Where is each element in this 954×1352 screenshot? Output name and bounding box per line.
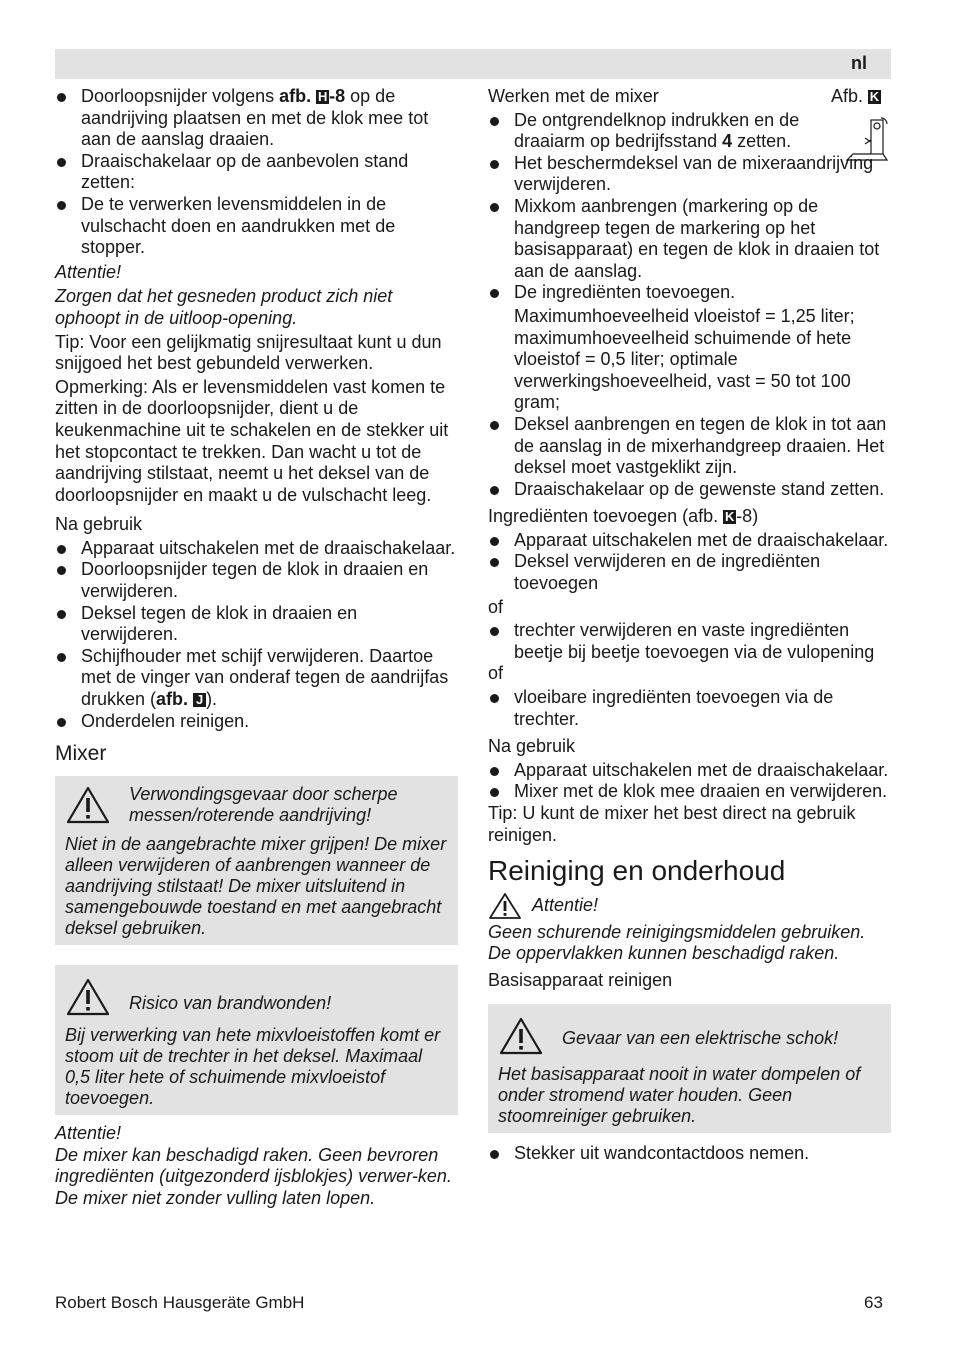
- figure-k-icon: K: [869, 89, 880, 104]
- warning-text: Het basisapparaat nooit in water dompelen of onder stromend water houden. Geen stoomreiniger gebruiken.: [498, 1063, 861, 1126]
- max-quantities-text: Maximumhoeveelheid vloeistof = 1,25 liter; maximumhoeveelheid schuimende of hete vloeistof = 0,5 liter; optimale verwerkingshoeveelheid, vast = 50 tot 100 gram;: [514, 305, 855, 413]
- bullet-icon: [490, 289, 499, 298]
- bullet-icon: [57, 93, 66, 102]
- bullet-icon: [57, 545, 66, 554]
- or-text: of: [488, 596, 504, 617]
- list-item: [55, 711, 458, 733]
- list-item: [55, 646, 458, 711]
- item-text: De ingrediënten toevoegen.: [514, 282, 736, 303]
- after-use-list: [488, 760, 891, 803]
- figure-ref: afb.: [279, 86, 317, 106]
- tip-paragraph: [488, 803, 891, 846]
- section-heading-mixer: Mixer: [55, 742, 107, 766]
- section-heading-cleaning: Reiniging en onderhoud: [488, 855, 786, 887]
- bullet-icon: [57, 566, 66, 575]
- list-item: [488, 760, 891, 782]
- item-text: Doorloopsnijder volgens: [81, 86, 280, 106]
- list-item: [488, 530, 891, 552]
- attention-text: Geen schurende reinigingsmiddelen gebruiken. De oppervlakken kunnen beschadigd raken.: [488, 922, 866, 964]
- attention-title: Attentie!: [55, 1123, 122, 1144]
- bullet-icon: [490, 694, 499, 703]
- item-text: Draaischakelaar op de gewenste stand zetten.: [514, 478, 885, 499]
- ingredients-list-alt: [488, 687, 891, 730]
- item-text: Deksel verwijderen en de ingrediënten toevoegen: [514, 551, 821, 594]
- bullet-icon: [57, 718, 66, 727]
- list-item: [55, 151, 458, 194]
- section-heading-after-use: Na gebruik: [55, 514, 143, 535]
- warning-box-burn: [55, 965, 458, 1115]
- list-item: [488, 479, 891, 501]
- figure-k-icon: K: [724, 509, 735, 525]
- warning-title: Gevaar van een elektrische schok!: [562, 1028, 839, 1049]
- list-item: [488, 110, 891, 153]
- list-item: [488, 196, 891, 282]
- list-item: [55, 538, 458, 560]
- list-item: [55, 194, 458, 259]
- item-text: Mixkom aanbrengen (markering op de handgreep tegen de markering op het basisapparaat) en tegen de klok in draaien tot aan de aanslag.: [514, 195, 880, 281]
- item-text-rest: op de aandrijving plaatsen en met de klok mee tot aan de aanslag draaien.: [81, 86, 429, 150]
- attention-title: Attentie!: [55, 261, 122, 282]
- warning-triangle-icon: [65, 977, 111, 1017]
- warning-header: [65, 784, 448, 826]
- note-label: Opmerking:: [55, 376, 149, 397]
- tip-label: Tip:: [55, 331, 85, 352]
- attention-text: Zorgen dat het gesneden product zich niet ophoopt in de uitloop-opening.: [55, 286, 393, 328]
- bullet-icon: [490, 627, 499, 636]
- warning-title: Verwondingsgevaar door scherpe messen/roterende aandrijving!: [129, 784, 398, 826]
- item-text: Stekker uit wandcontactdoos nemen.: [514, 1142, 810, 1163]
- list-item: [55, 603, 458, 646]
- section-heading-base-cleaning: Basisapparaat reinigen: [488, 970, 673, 991]
- bullet-icon: [490, 1150, 499, 1159]
- bullet-icon: [490, 117, 499, 126]
- warning-header: [498, 1016, 881, 1056]
- section-heading-add-ingredients: [488, 506, 891, 528]
- or-text: of: [488, 663, 504, 684]
- bullet-icon: [57, 158, 66, 167]
- item-text: Apparaat uitschakelen met de draaischakelaar.: [81, 537, 456, 558]
- note-text: Als er levensmiddelen vast komen te zitten in de doorloopsnijder, dient u de keukenmachine uit te schakelen en de stekker uit het stopcontact te trekken. Dan wacht u tot de aandrijving stilstaat, neemt u het deksel van de doorloopsnijder en maakt u de vulschacht leeg.: [55, 376, 449, 505]
- warning-box-electric: [488, 1004, 891, 1133]
- tip-label: Tip:: [488, 803, 518, 823]
- ingredients-list-alt: [488, 620, 891, 663]
- item-text: Deksel tegen de klok in draaien en verwijderen.: [81, 602, 358, 645]
- language-bar: [55, 49, 891, 79]
- list-item: [488, 282, 891, 414]
- list-item: [488, 1143, 891, 1165]
- bullet-icon: [490, 421, 499, 430]
- warning-header: [65, 977, 448, 1017]
- list-item: [488, 781, 891, 803]
- ingredients-list: [488, 530, 891, 595]
- figure-ref: afb.: [156, 689, 194, 710]
- operating-position: 4: [722, 131, 733, 152]
- bullet-icon: [490, 486, 499, 495]
- item-text: Onderdelen reinigen.: [81, 710, 250, 731]
- list-item: [488, 153, 891, 196]
- attention-title: Attentie!: [532, 895, 599, 916]
- bullet-icon: [490, 558, 499, 567]
- bullet-icon: [57, 201, 66, 210]
- heading-text-end: -8): [736, 506, 759, 527]
- instruction-list: [55, 86, 458, 259]
- tip-paragraph: [55, 332, 458, 375]
- item-text-end: ).: [206, 689, 218, 710]
- warning-triangle-icon: [65, 785, 111, 825]
- heading-text: Ingrediënten toevoegen (afb.: [488, 506, 724, 527]
- note-paragraph: [55, 377, 458, 507]
- bullet-icon: [490, 537, 499, 546]
- item-text: Apparaat uitschakelen met de draaischakelaar.: [514, 529, 889, 550]
- figure-ref-label: Afb.: [830, 86, 868, 106]
- item-text: trechter verwijderen en vaste ingrediënten beetje bij beetje toevoegen via de vulopening: [514, 620, 875, 662]
- item-text: Mixer met de klok mee draaien en verwijderen.: [514, 781, 888, 802]
- bullet-icon: [57, 610, 66, 619]
- warning-triangle-icon: [498, 1016, 544, 1056]
- bullet-icon: [490, 160, 499, 169]
- warning-title: Risico van brandwonden!: [129, 992, 332, 1013]
- warning-triangle-icon: [488, 892, 522, 920]
- section-heading-row: [488, 86, 891, 108]
- item-text: vloeibare ingrediënten toevoegen via de trechter.: [514, 687, 834, 729]
- language-label: nl: [851, 53, 867, 73]
- tip-text: Voor een gelijkmatig snijresultaat kunt u dun snijgoed het best gebundeld verwerken.: [55, 331, 442, 374]
- right-column: [488, 86, 891, 1164]
- warning-text: Bij verwerking van hete mixvloeistoffen komt er stoom uit de trechter in het deksel. Maximaal 0,5 liter hete of schuimende mixvloeistof toevoegen.: [65, 1025, 441, 1109]
- item-text: De ontgrendelknop indrukken en de draaiarm op bedrijfsstand: [514, 109, 800, 152]
- item-text: Schijfhouder met schijf verwijderen. Daartoe met de vinger van onderaf tegen de aandrijfas drukken (: [81, 645, 449, 710]
- section-heading-after-use: Na gebruik: [488, 736, 576, 757]
- figure-h-icon: H: [317, 89, 328, 104]
- list-item: [488, 414, 891, 479]
- list-item: [488, 687, 891, 730]
- list-item: [488, 551, 891, 594]
- footer-company: Robert Bosch Hausgeräte GmbH: [55, 1293, 305, 1312]
- list-item: [55, 86, 458, 151]
- mixer-steps-list: [488, 110, 891, 501]
- item-text: Deksel aanbrengen en tegen de klok in tot aan de aanslag in de mixerhandgreep draaien. Het deksel moet vastgeklikt zijn.: [514, 413, 887, 478]
- footer-page-number: 63: [864, 1293, 883, 1312]
- item-text: De te verwerken levensmiddelen in de vulschacht doen en aandrukken met de stopper.: [81, 193, 396, 258]
- item-text: Het beschermdeksel van de mixeraandrijving verwijderen.: [514, 152, 874, 195]
- figure-ref-suffix: -8: [329, 86, 346, 106]
- warning-text: Niet in de aangebrachte mixer grijpen! De mixer alleen verwijderen of aanbrengen wanneer de aandrijving stilstaat! De mixer uitsluitend in samengebouwde toestand en met aangebracht deksel gebruiken.: [65, 834, 447, 939]
- figure-j-icon: J: [193, 693, 206, 707]
- attention-text: De mixer kan beschadigd raken. Geen bevroren ingrediënten (uitgezonderd ijsblokjes) verwer-ken. De mixer niet zonder vulling laten lopen.: [55, 1144, 452, 1208]
- warning-box-injury: [55, 776, 458, 945]
- item-text: Doorloopsnijder tegen de klok in draaien en verwijderen.: [81, 559, 429, 602]
- section-heading-working-mixer: Werken met de mixer: [488, 86, 659, 106]
- bullet-icon: [490, 203, 499, 212]
- item-text-end: zetten.: [732, 131, 792, 152]
- bullet-icon: [57, 653, 66, 662]
- after-use-list: [55, 538, 458, 732]
- list-item: [55, 559, 458, 602]
- item-text: Apparaat uitschakelen met de draaischakelaar.: [514, 759, 889, 780]
- left-column: [55, 86, 458, 1210]
- figure-ref: [831, 86, 881, 108]
- cleaning-list: [488, 1143, 891, 1165]
- item-text: Draaischakelaar op de aanbevolen stand zetten:: [81, 150, 409, 193]
- bullet-icon: [490, 788, 499, 797]
- attention-row: [488, 892, 891, 920]
- list-item: [488, 620, 891, 663]
- bullet-icon: [490, 767, 499, 776]
- tip-text: U kunt de mixer het best direct na gebruik reinigen.: [488, 803, 856, 845]
